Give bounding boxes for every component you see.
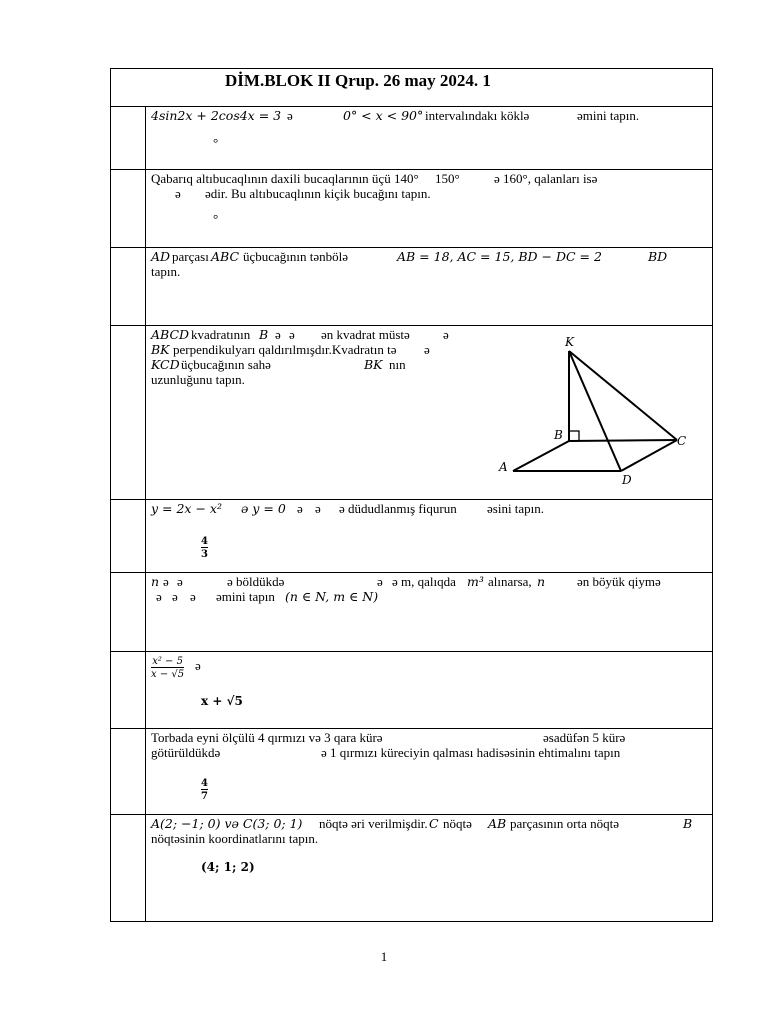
page-number: 1 bbox=[380, 949, 388, 964]
problem-cell bbox=[145, 728, 712, 814]
number-cell bbox=[111, 325, 146, 499]
equation: ə y = 0 bbox=[241, 501, 286, 516]
text-fragment: əmini tapın bbox=[216, 589, 275, 604]
right-angle-mark bbox=[569, 431, 579, 441]
problem-cell bbox=[145, 247, 712, 325]
math-symbol: B bbox=[683, 816, 693, 831]
problem-cell bbox=[145, 814, 712, 922]
text-fragment: ə düdudlanmış fiqurun bbox=[339, 501, 457, 516]
text-fragment: ə m, qalıqda bbox=[392, 574, 456, 589]
text-fragment: ə 160°, qalanları isə bbox=[494, 171, 598, 186]
vertex-label-a: A bbox=[499, 460, 508, 474]
text-fragment: kvadratının bbox=[191, 327, 251, 342]
vertex-label-d: D bbox=[622, 473, 632, 487]
text-fragment: 150° bbox=[435, 171, 460, 186]
problem-row-1 bbox=[111, 106, 712, 170]
equation: y = 2x − x² bbox=[151, 501, 222, 516]
text-fragment: nın bbox=[389, 357, 406, 372]
pyramid-figure bbox=[481, 325, 711, 495]
text-fragment: uzunluğunu tapın. bbox=[151, 372, 245, 387]
problem-row-5 bbox=[111, 499, 712, 573]
problem-cell bbox=[145, 325, 712, 499]
text-fragment: ə 1 qırmızı küreciyin qalması hadisəsinin ehtimalını tapın bbox=[321, 745, 621, 760]
text-fragment: ə bbox=[443, 327, 449, 342]
number-cell bbox=[111, 106, 146, 169]
text-fragment: ə bbox=[156, 589, 162, 604]
text-fragment: ən böyük qiymə bbox=[577, 574, 661, 589]
fraction-expression: $\frac{\text{x² − 5}}{x - √5}$ bbox=[151, 656, 185, 680]
text-fragment: ə bbox=[172, 589, 178, 604]
problem-table bbox=[110, 68, 713, 922]
math-symbol: KCD bbox=[151, 357, 180, 372]
edge-kc bbox=[569, 351, 677, 440]
text-fragment: üçbucağının tənbölə bbox=[243, 249, 349, 264]
answer: $\frac{4}{7}$ bbox=[201, 778, 208, 802]
equation: 4sin2x + 2cos4x = 3 bbox=[151, 108, 282, 123]
condition: AB = 18, AC = 15, BD − DC = 2 bbox=[397, 249, 602, 264]
number-cell bbox=[111, 572, 146, 651]
answer: x + √5 bbox=[201, 694, 243, 708]
math-symbol: C bbox=[429, 816, 439, 831]
math-symbol: ABCD bbox=[151, 327, 190, 342]
text-fragment: götürüldükdə bbox=[151, 745, 221, 760]
number-cell bbox=[111, 651, 146, 728]
problem-row-7 bbox=[111, 651, 712, 729]
set-condition: (n ∈ N, m ∈ N) bbox=[285, 589, 379, 604]
text-fragment: ə bbox=[175, 186, 181, 201]
text-fragment: parçasının orta nöqtə bbox=[510, 816, 620, 831]
text-fragment: üçbucağının sahə bbox=[181, 357, 271, 372]
math-symbol: ABC bbox=[211, 249, 240, 264]
text-fragment: ə böldükdə bbox=[227, 574, 285, 589]
text-fragment: ə bbox=[195, 658, 201, 673]
math-symbol: B bbox=[259, 327, 269, 342]
text-fragment: ə bbox=[190, 589, 196, 604]
vertex-label-k: K bbox=[565, 335, 574, 349]
math-symbol: BK bbox=[364, 357, 383, 372]
text-fragment: parçası bbox=[172, 249, 209, 264]
text-fragment: ə bbox=[315, 501, 321, 516]
edge-kd bbox=[569, 351, 621, 471]
text-fragment: ə bbox=[377, 574, 383, 589]
number-cell bbox=[111, 247, 146, 325]
math-symbol: BK bbox=[151, 342, 170, 357]
math-symbol: AB bbox=[488, 816, 507, 831]
text-fragment: ə bbox=[287, 108, 293, 123]
problem-cell bbox=[145, 169, 712, 247]
text-fragment: tapın. bbox=[151, 264, 181, 279]
text-fragment: nöqtə əri verilmişdir. bbox=[319, 816, 428, 831]
text-fragment: əmini tapın. bbox=[577, 108, 640, 123]
vertex-label-c: C bbox=[677, 434, 687, 448]
number-cell bbox=[111, 499, 146, 572]
problem-cell bbox=[145, 651, 712, 728]
edge-bc bbox=[569, 440, 677, 441]
given-points: A(2; −1; 0) və C(3; 0; 1) bbox=[151, 816, 303, 831]
text-fragment: əsini tapın. bbox=[487, 501, 545, 516]
text-fragment: ə bbox=[275, 327, 281, 342]
answer: (4; 1; 2) bbox=[201, 860, 255, 874]
problem-row-6 bbox=[111, 572, 712, 652]
text-fragment: nöqtəsinin koordinatlarını tapın. bbox=[151, 831, 319, 846]
page-title: DİM.BLOK II Qrup. 26 may 2024. 1 bbox=[225, 71, 491, 90]
title-row bbox=[111, 69, 712, 107]
problem-cell bbox=[145, 572, 712, 651]
interval: 0° < x < 90° bbox=[343, 108, 424, 123]
text-fragment: ədir. Bu altıbucaqlının kiçik bucağını tapın. bbox=[205, 186, 431, 201]
problem-row-4 bbox=[111, 325, 712, 500]
text-fragment: ə bbox=[177, 574, 183, 589]
text-fragment: alınarsa, bbox=[488, 574, 532, 589]
problem-row-3 bbox=[111, 247, 712, 326]
text-fragment: ən kvadrat müstə bbox=[321, 327, 410, 342]
text-fragment: nöqtə bbox=[443, 816, 472, 831]
edge-cd bbox=[621, 440, 677, 471]
problem-cell bbox=[145, 499, 712, 572]
problem-row-9 bbox=[111, 814, 712, 922]
text-fragment: ə bbox=[297, 501, 303, 516]
number-cell bbox=[111, 169, 146, 247]
problem-row-8 bbox=[111, 728, 712, 815]
answer: ° bbox=[213, 211, 219, 226]
text-fragment: ə bbox=[289, 327, 295, 342]
answer: $\frac{4}{3}$ bbox=[201, 536, 208, 560]
number-cell bbox=[111, 814, 146, 922]
edge-ab bbox=[513, 441, 569, 471]
math-symbol: m³ bbox=[467, 574, 484, 589]
math-symbol: n bbox=[537, 574, 546, 589]
text-fragment: Qabarıq altıbucaqlının daxili bucaqlarının üçü 140° bbox=[151, 171, 419, 186]
math-symbol: n bbox=[151, 574, 160, 589]
problem-cell bbox=[145, 106, 712, 169]
answer: ° bbox=[213, 135, 219, 150]
text-fragment: Torbada eyni ölçülü 4 qırmızı və 3 qara kürə bbox=[151, 730, 383, 745]
text-fragment: perpendikulyarı qaldırılmışdır.Kvadratın tə bbox=[173, 342, 397, 357]
problem-row-2 bbox=[111, 169, 712, 248]
math-symbol: AD bbox=[151, 249, 171, 264]
text-fragment: ə bbox=[163, 574, 169, 589]
math-symbol: BD bbox=[648, 249, 668, 264]
text-fragment: ə bbox=[424, 342, 430, 357]
text-fragment: intervalındakı köklə bbox=[425, 108, 530, 123]
vertex-label-b: B bbox=[554, 428, 563, 442]
text-fragment: əsadüfən 5 kürə bbox=[543, 730, 626, 745]
number-cell bbox=[111, 728, 146, 814]
